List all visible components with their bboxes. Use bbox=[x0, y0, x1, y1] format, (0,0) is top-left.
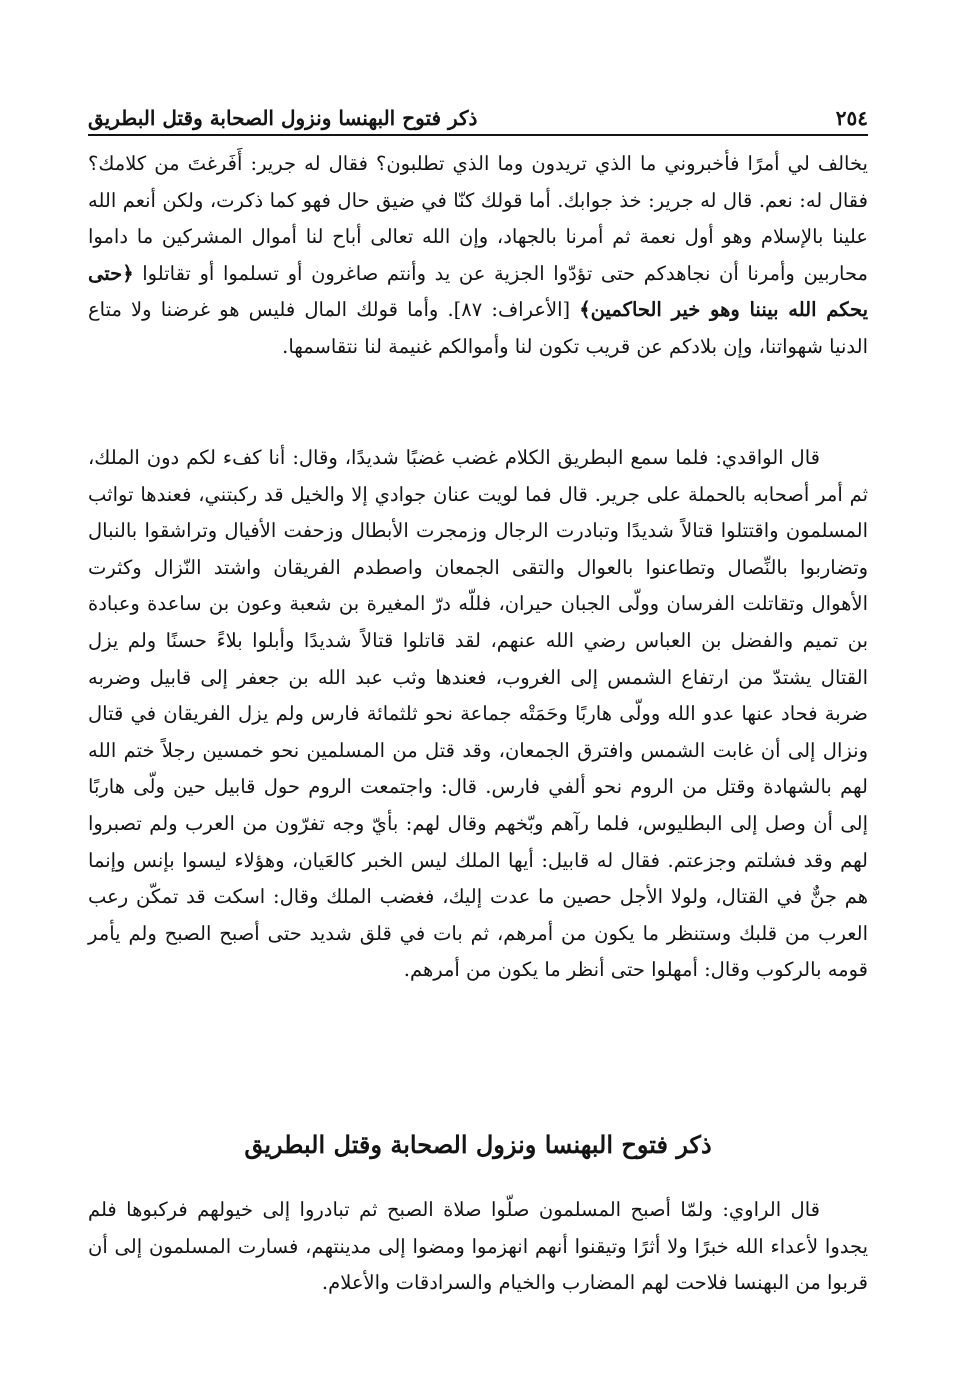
paragraph-3-text: قال الراوي: ولمّا أصبح المسلمون صلّوا صلاة الصبح ثم تبادروا إلى خيولهم فركبوها فلم يجدوا لأعداء الله خبرًا ولا أثرًا وتيقنوا أنهم انهزموا ومضوا إلى مدينتهم، فسارت المسلمون إلى أن قربوا من البهنسا فلاحت لهم المضارب والخيام والسرادقات والأعلام. bbox=[88, 1198, 868, 1295]
paragraph-1-text-b: [الأعراف: ٨٧]. وأما قولك المال فليس هو غرضنا ولا متاع الدنيا شهواتنا، وإن بلادكم عن قريب تكون لنا وأموالكم غنيمة لنا نتقاسمها. bbox=[88, 298, 868, 358]
paragraph-1-text-a: يخالف لي أمرًا فأخبروني ما الذي تريدون وما الذي تطلبون؟ فقال له جرير: أَفَرغتَ من كلامك؟ فقال له: نعم. قال له جرير: خذ جوابك. أما قولك كنّا في ضيق حال فهو كما ذكرت، ولكن أنعم الله علينا بالإسلام وهو أول نعمة ثم أمرنا بالجهاد، وإن الله تعالى أباح لنا أموال المشركين ما داموا محاربين وأمرنا أن نجاهدكم حتى تؤدّوا الجزية عن يد وأنتم صاغرون أو تسلموا أو تقاتلوا bbox=[88, 152, 868, 285]
quran-quote: ﴿حتى يحكم الله بيننا وهو خير الحاكمين﴾ bbox=[88, 261, 868, 322]
header-rule bbox=[88, 134, 868, 136]
running-header bbox=[88, 94, 868, 130]
paragraph-2-text: قال الواقدي: فلما سمع البطريق الكلام غضب غضبًا شديدًا، وقال: أنا كفء لكم دون الملك، ثم أمر أصحابه بالحملة على جرير. قال فما لويت عنان جوادي إلا والخيل قد ركبتني، فعندها تواثب المسلمون واقتتلوا قتالاً شديدًا وتبادرت الرجال وزمجرت الأبطال وزحفت الأفيال وتراشقوا بالنبال وتضاربوا بالنِّصال وتطاعنوا بالعوال والتقى الجمعان واصطدم الفريقان واشتد النّزال وكثرت الأهوال وتقاتلت الفرسان وولّى الجبان حيران، فللّه درّ المغيرة بن شعبة وعون بن ساعدة وعبادة بن تميم والفضل بن العباس رضي الله عنهم، لقد قاتلوا قتالاً شديدًا وأبلوا بلاءً حسنًا ولم يزل القتال يشتدّ من ارتفاع الشمس إلى الغروب، فعندها وثب عبد الله بن جعفر إلى قابيل وضربه ضربة فحاد عنها عدو الله وولّى هاربًا وحَمَتْه جماعة نحو ثلثمائة فارس ولم يزل الفريقان في قتال ونزال إلى أن غابت الشمس وافترق الجمعان، وقد قتل من المسلمين نحو خمسين رجلاً ختم الله لهم بالشهادة وقتل من الروم نحو ألفي فارس. قال: واجتمعت الروم حول قابيل حين ولّى هاربًا إلى أن وصل إلى البطليوس، فلما رآهم وبّخهم وقال لهم: بأيّ وجه تفرّون من العرب ولم تصبروا لهم وقد فشلتم وجزعتم. فقال له قابيل: أيها الملك ليس الخبر كالعَيان، وهؤلاء ليسوا بإنس وإنما هم جنٌّ في القتال، ولولا الأجل حصين ما عدت إليك، فغضب الملك وقال: اسكت قد تمكّن رعب العرب من قلبك وستنظر ما يكون من أمرهم، ثم بات في قلق شديد حتى أصبح الصبح ولم يأمر قومه بالركوب وقال: أمهلوا حتى أنظر ما يكون من أمرهم. bbox=[88, 446, 868, 982]
section-heading: ذكر فتوح البهنسا ونزول الصحابة وقتل البطريق bbox=[244, 1130, 712, 1159]
paragraph-2 bbox=[88, 440, 868, 989]
paragraph-3 bbox=[88, 1192, 868, 1302]
paragraph-1 bbox=[88, 146, 868, 366]
page-number: ٢٥٤ bbox=[835, 106, 868, 130]
running-title: ذكر فتوح البهنسا ونزول الصحابة وقتل البطريق bbox=[88, 106, 478, 130]
